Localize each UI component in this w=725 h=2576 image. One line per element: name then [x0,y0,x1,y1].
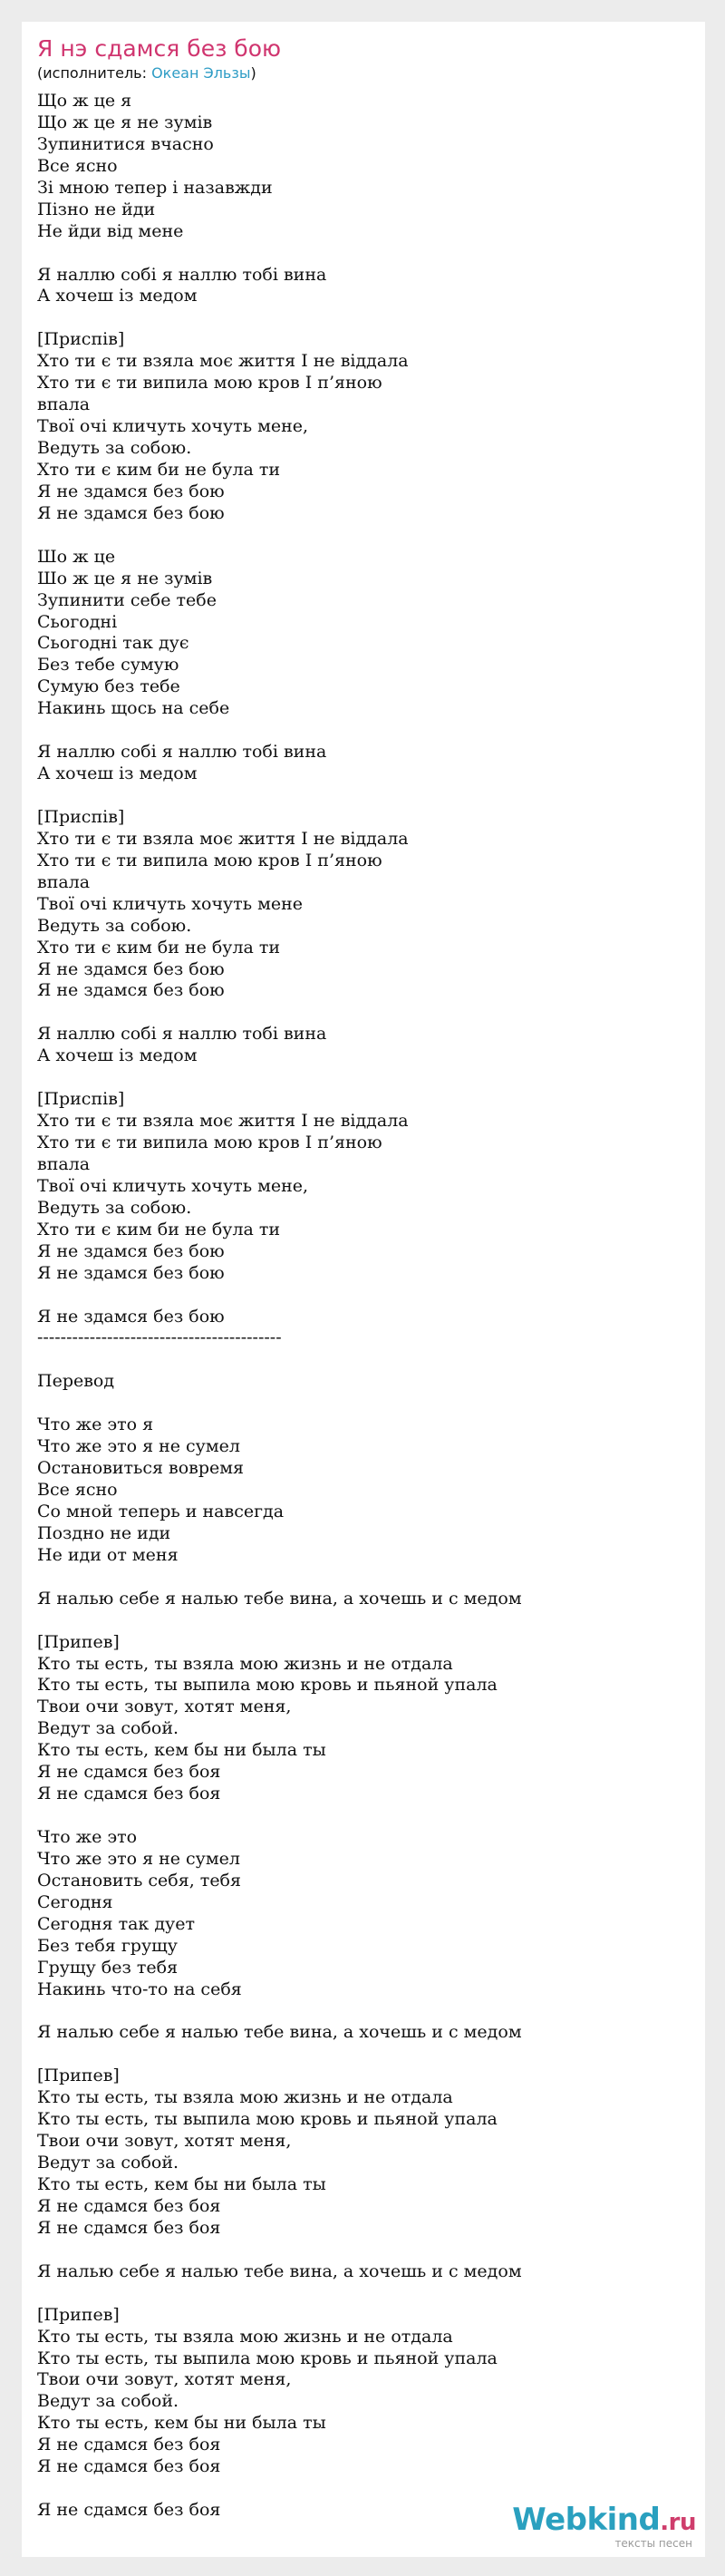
lyrics-blank-line [37,2240,690,2261]
lyrics-line: А хочеш із медом [37,1045,198,1066]
lyrics-blank-line [37,1349,690,1371]
lyrics-blank-line [37,525,690,547]
lyrics-line: Что же это я [37,1414,154,1435]
lyrics-blank-line [37,2001,690,2023]
lyrics-line: Що ж це я [37,91,132,111]
lyrics-line: Не йди від мене [37,220,184,241]
lyrics-line: Зупинитися вчасно [37,133,214,154]
lyrics-line: Я не сдамся без боя [37,2456,221,2477]
lyrics-line: впала [37,394,91,415]
lyrics-line: Твої очі кличуть хочуть мене, [37,416,309,437]
lyrics-line: Твої очі кличуть хочуть мене [37,893,304,914]
lyrics-line: Кто ты есть, ты выпила мою кровь и пьяной упала [37,2348,498,2368]
song-title: Я нэ сдамся без бою [37,35,282,62]
lyrics-line: Хто ти є ти випила мою кров І п’яною [37,373,382,394]
lyrics-line: Я не здамся без бою [37,502,225,523]
lyrics-blank-line [37,1610,690,1632]
lyrics-card [22,22,705,2557]
lyrics-line: Кто ты есть, ты выпила мою кровь и пьяной упала [37,2109,498,2130]
lyrics-line: Сьогодні [37,611,118,632]
lyrics-line: А хочеш із медом [37,286,198,306]
lyrics-blank-line [37,2283,690,2305]
logo-wordmark [512,2503,696,2539]
lyrics-line: Я не здамся без бою [37,481,225,501]
lyrics-line: Кто ты есть, ты выпила мою кровь и пьяной упала [37,1675,498,1696]
lyrics-line: Я не сдамся без боя [37,2195,221,2216]
lyrics-line: Я не сдамся без боя [37,1784,221,1804]
lyrics-line: Накинь что-то на себя [37,1978,242,1999]
lyrics-line: Сегодня [37,1891,113,1912]
lyrics-blank-line [37,1393,690,1414]
lyrics-blank-line [37,1067,690,1089]
lyrics-line: Хто ти є ким би не була ти [37,1219,281,1239]
lyrics-line: Остановиться вовремя [37,1458,245,1479]
lyrics-line: Я не здамся без бою [37,1306,225,1327]
lyrics-line: Кто ты есть, кем бы ни была ты [37,1740,326,1761]
lyrics-line: Кто ты есть, ты взяла мою жизнь и не отдала [37,1653,453,1674]
lyrics-line: Я налью себе я налью тебе вина, а хочешь и с медом [37,2022,522,2043]
lyrics-line: Твои очи зовут, хотят меня, [37,2369,292,2390]
lyrics-line: Хто ти є ти випила мою кров І п’яною [37,1132,382,1152]
lyrics-line: Шо ж це [37,546,116,567]
lyrics-line: Зі мною тепер і назавжди [37,177,273,198]
lyrics-line: Пізно не йди [37,199,156,219]
lyrics-line: А хочеш із медом [37,763,198,784]
lyrics-line: Кто ты есть, кем бы ни была ты [37,2413,326,2434]
lyrics-line: Я наллю собі я наллю тобі вина [37,264,327,285]
lyrics-line: Сьогодні так дує [37,633,189,654]
lyrics-line: Ведуть за собою. [37,915,192,936]
lyrics-line: Я не сдамся без боя [37,1762,221,1783]
lyrics-line: [Приспів] [37,1089,125,1110]
lyrics-line: [Приспів] [37,806,125,827]
lyrics-blank-line [37,2044,690,2066]
lyrics-line: Все ясно [37,1480,118,1500]
lyrics-line: Хто ти є ти випила мою кров І п’яною [37,850,382,870]
lyrics-line: Я наллю собі я наллю тобі вина [37,1024,327,1045]
performer-link[interactable]: Океан Эльзы [151,64,251,82]
lyrics-line: Без тебе сумую [37,655,179,676]
lyrics-line: Что же это [37,1827,138,1847]
lyrics-line: Хто ти є ти взяла моє життя І не віддала [37,1111,409,1132]
lyrics-line: Твои очи зовут, хотят меня, [37,2131,292,2152]
lyrics-line: Хто ти є ти взяла моє життя І не віддала [37,351,409,372]
lyrics-line: Я наллю собі я наллю тобі вина [37,742,327,763]
lyrics-line: Шо ж це я не зумів [37,568,213,588]
lyrics-line: Я не здамся без бою [37,958,225,979]
lyrics-blank-line [37,1002,690,1024]
lyrics-line: Грущу без тебя [37,1957,179,1978]
lyrics-line: Со мной теперь и навсегда [37,1501,285,1521]
lyrics-line: Я не сдамся без боя [37,2217,221,2238]
lyrics-line: [Припев] [37,2304,120,2325]
lyrics-line: Что же это я не сумел [37,1848,240,1869]
lyrics-line: [Припев] [37,1631,120,1652]
lyrics-line: Що ж це я не зумів [37,112,213,132]
lyrics-line: Остановить себя, тебя [37,1870,241,1891]
lyrics-line: Хто ти є ким би не була ти [37,937,281,957]
lyrics-line: Кто ты есть, ты взяла мою жизнь и не отдала [37,2087,453,2108]
lyrics-line: Ведут за собой. [37,2391,179,2412]
lyrics-line: Сегодня так дует [37,1913,195,1934]
lyrics-line: Не иди от меня [37,1544,179,1565]
lyrics-line: Я не здамся без бою [37,1262,225,1283]
lyrics-blank-line [37,1285,690,1307]
lyrics-blank-line [37,1567,690,1589]
lyrics-line: Перевод [37,1371,115,1392]
lyrics-blank-line [37,307,690,329]
lyrics-line: Твої очі кличуть хочуть мене, [37,1175,309,1196]
performer-suffix: ) [250,64,256,82]
site-logo[interactable] [512,2503,696,2550]
lyrics-blank-line [37,720,690,742]
lyrics-blank-line [37,1805,690,1827]
lyrics-line: Накинь щось на себе [37,698,230,719]
lyrics-line: ------------------------------------------ [37,1327,282,1348]
lyrics-line: Я не сдамся без боя [37,2435,221,2455]
lyrics-blank-line [37,785,690,807]
lyrics-line: Я налью себе я налью тебе вина, а хочешь и с медом [37,2260,522,2281]
lyrics-line: Ведуть за собою. [37,438,192,458]
lyrics-line: [Приспів] [37,329,125,350]
lyrics-line: Хто ти є ким би не була ти [37,459,281,480]
lyrics-line: Сумую без тебе [37,676,180,697]
lyrics-line: Кто ты есть, ты взяла мою жизнь и не отдала [37,2326,453,2347]
lyrics-line: Я не здамся без бою [37,980,225,1001]
lyrics-line: впала [37,871,91,892]
logo-tagline: тексты песен [614,2537,692,2550]
lyrics-line: Кто ты есть, кем бы ни была ты [37,2174,326,2194]
lyrics-text [37,91,690,2522]
lyrics-line: впала [37,1153,91,1174]
lyrics-line: Поздно не иди [37,1522,171,1543]
lyrics-line: Ведут за собой. [37,2153,179,2173]
lyrics-line: Ведут за собой. [37,1718,179,1739]
lyrics-blank-line [37,243,690,265]
lyrics-line: Без тебя грущу [37,1935,178,1956]
lyrics-line: Зупинити себе тебе [37,589,217,610]
lyrics-line: Я не сдамся без боя [37,2500,221,2521]
logo-tld: .ru [660,2509,696,2536]
lyrics-line: Хто ти є ти взяла моє життя І не віддала [37,828,409,849]
lyrics-line: Я не здамся без бою [37,1240,225,1261]
logo-name: Webkind [512,2502,661,2538]
lyrics-line: Я налью себе я налью тебе вина, а хочешь и с медом [37,1588,522,1609]
lyrics-line: Что же это я не сумел [37,1436,240,1457]
lyrics-line: Твои очи зовут, хотят меня, [37,1696,292,1717]
lyrics-line: Все ясно [37,155,118,176]
lyrics-blank-line [37,2478,690,2500]
performer-line [37,64,256,83]
lyrics-line: Ведуть за собою. [37,1197,192,1218]
performer-prefix: (исполнитель: [37,64,152,82]
lyrics-line: [Припев] [37,2066,120,2086]
